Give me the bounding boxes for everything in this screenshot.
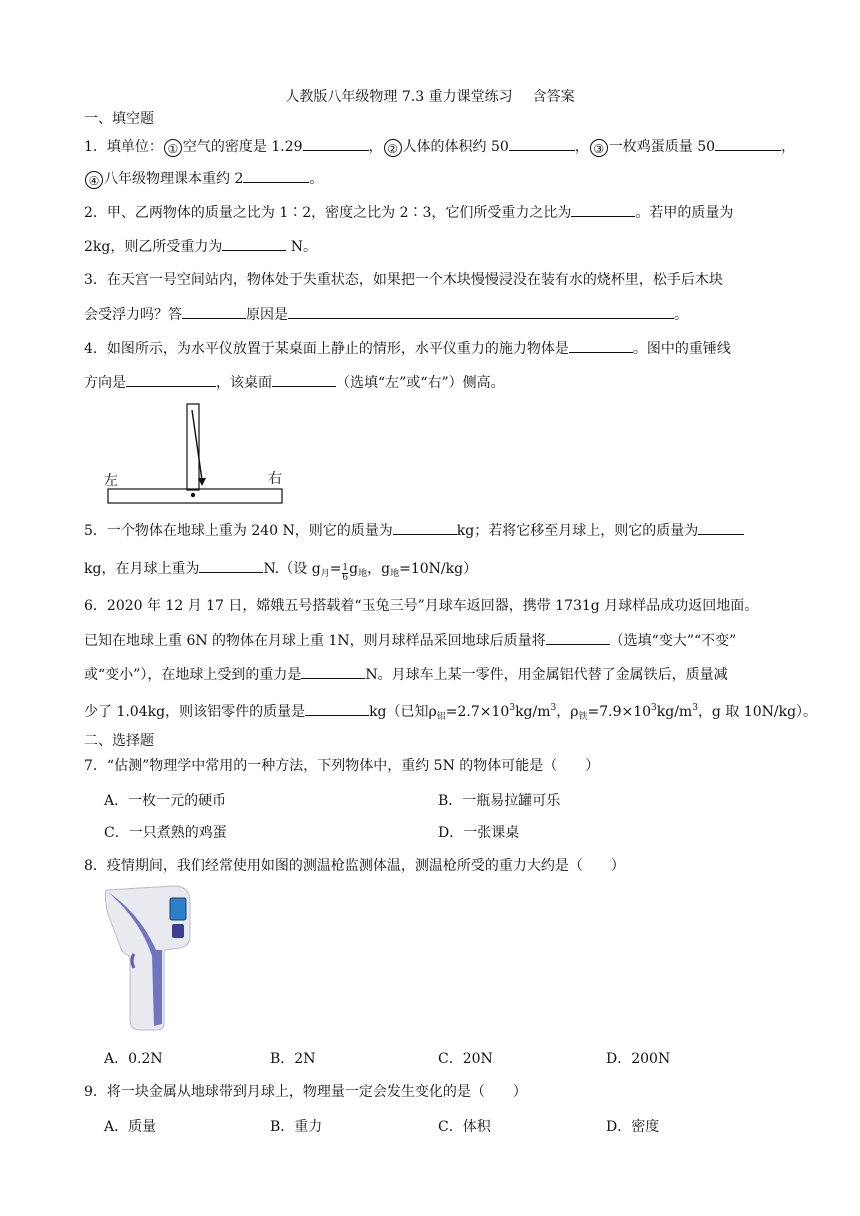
- answer-blank[interactable]: [698, 520, 744, 535]
- answer-blank[interactable]: [243, 168, 309, 183]
- label-right: 右: [268, 471, 282, 487]
- q8-option-d[interactable]: D．200N: [606, 1051, 671, 1067]
- q7-option-d[interactable]: D．一张课桌: [438, 825, 520, 841]
- q6-line1: 6．2020 年 12 月 17 日，嫦娥五号搭载着“玉兔三号”月球车返回器，携带 1731g 月球样品成功返回地面。: [84, 598, 759, 614]
- q8-option-b[interactable]: B．2N: [270, 1051, 316, 1067]
- q6-line4: 少了 1.04kg，则该铝零件的质量是 kg（已知$\rho_铝=2.7\times 10^3kg/m^3$，$\rho_铁=7.9\times 10^3kg/m^3$，g 取 10N/kg）。: [84, 703, 818, 722]
- answer-blank[interactable]: [272, 372, 336, 387]
- label-left: 左: [104, 473, 118, 489]
- q4-line1: 4．如图所示，为水平仪放置于某桌面上静止的情形，水平仪重力的施力物体是 。图中的重锤线: [84, 338, 731, 359]
- q5-line1: 5．一个物体在地球上重为 240 N，则它的质量为 kg；若将它移至月球上，则它的质量为: [84, 520, 744, 541]
- level-base: [108, 489, 282, 503]
- fraction-one-sixth: $\frac{1}{6}$: [342, 563, 349, 583]
- answer-blank[interactable]: [301, 664, 365, 679]
- q7-option-c[interactable]: C．一只煮熟的鸡蛋: [104, 825, 227, 841]
- q8-option-a[interactable]: A．0.2N: [104, 1051, 163, 1067]
- circled-number: ③: [590, 139, 608, 157]
- level-instrument-figure: [100, 400, 290, 508]
- section-fill-blank: 一、填空题: [84, 111, 154, 127]
- answer-blank[interactable]: [571, 202, 635, 217]
- q9-stem: 9．将一块金属从地球带到月球上，物理量一定会发生变化的是（ ）: [84, 1084, 527, 1100]
- answer-blank[interactable]: [222, 236, 286, 251]
- q8-stem: 8．疫情期间，我们经常使用如图的测温枪监测体温，测温枪所受的重力大约是（ ）: [84, 858, 625, 874]
- title-note: 含答案: [532, 89, 575, 105]
- circled-number: ④: [85, 171, 103, 189]
- level-center-mark: [191, 493, 195, 497]
- section-multiple-choice: 二、选择题: [84, 733, 154, 749]
- answer-blank[interactable]: [715, 136, 781, 151]
- gun-screen: [170, 898, 186, 920]
- q5-line2: kg，在月球上重为 N.（设 $g_月=$ $\frac{1}{6}$ $g_地$，$g_地=10N/kg$）: [84, 558, 477, 584]
- q7-option-b[interactable]: B．一瓶易拉罐可乐: [438, 793, 561, 809]
- answer-blank[interactable]: [305, 701, 369, 716]
- answer-blank[interactable]: [569, 338, 633, 353]
- q8-option-c[interactable]: C．20N: [438, 1051, 493, 1067]
- gun-buttons: [172, 924, 184, 938]
- q9-option-b[interactable]: B．重力: [270, 1119, 323, 1135]
- q1-line1: 1．填单位： ① 空气的密度是 1.29 ， ② 人体的体积约 50 ， ③ 一枚鸡蛋质量 50 ，: [84, 136, 795, 157]
- title-main: 人教版八年级物理 7.3 重力课堂练习: [285, 89, 513, 105]
- q7-stem: 7．“估测”物理学中常用的一种方法，下列物体中，重约 5N 的物体可能是（ ）: [84, 758, 600, 774]
- q9-option-d[interactable]: D．密度: [606, 1119, 660, 1135]
- q2-line1: 2．甲、乙两物体的质量之比为 1∶2，密度之比为 2∶3，它们所受重力之比为 。若甲的质量为: [84, 202, 733, 223]
- answer-blank[interactable]: [546, 630, 610, 645]
- answer-blank[interactable]: [393, 520, 457, 535]
- q2-line2: 2kg，则乙所受重力为 N。: [84, 236, 317, 257]
- q3-line1: 3．在天宫一号空间站内，物体处于失重状态，如果把一个木块慢慢浸没在装有水的烧杯里，松手后木块: [84, 272, 723, 288]
- q1-line2: ④ 八年级物理课本重约 2 。: [84, 168, 323, 189]
- q9-option-c[interactable]: C．体积: [438, 1119, 491, 1135]
- answer-blank[interactable]: [288, 304, 674, 319]
- q3-line2: 会受浮力吗？答 原因是 。: [84, 304, 688, 325]
- answer-blank[interactable]: [182, 304, 246, 319]
- answer-blank[interactable]: [126, 372, 216, 387]
- circled-number: ②: [384, 139, 402, 157]
- plumb-line: [192, 410, 202, 480]
- circled-number: ①: [164, 139, 182, 157]
- answer-blank[interactable]: [199, 558, 263, 573]
- q4-line2: 方向是 ，该桌面 （选填“左”或“右”）侧高。: [84, 372, 505, 393]
- page-title: [0, 86, 860, 106]
- answer-blank[interactable]: [303, 136, 369, 151]
- thermometer-gun-figure: [100, 884, 196, 1034]
- answer-blank[interactable]: [509, 136, 575, 151]
- q7-option-a[interactable]: A．一枚一元的硬币: [104, 793, 227, 809]
- q6-line2: 已知在地球上重 6N 的物体在月球上重 1N，则月球样品采回地球后质量将 （选填“变大”“不变”: [84, 630, 736, 651]
- q6-line3: 或“变小”），在地球上受到的重力是 N。月球车上某一零件，用金属铝代替了金属铁后，质量减: [84, 664, 728, 685]
- q9-option-a[interactable]: A．质量: [104, 1119, 157, 1135]
